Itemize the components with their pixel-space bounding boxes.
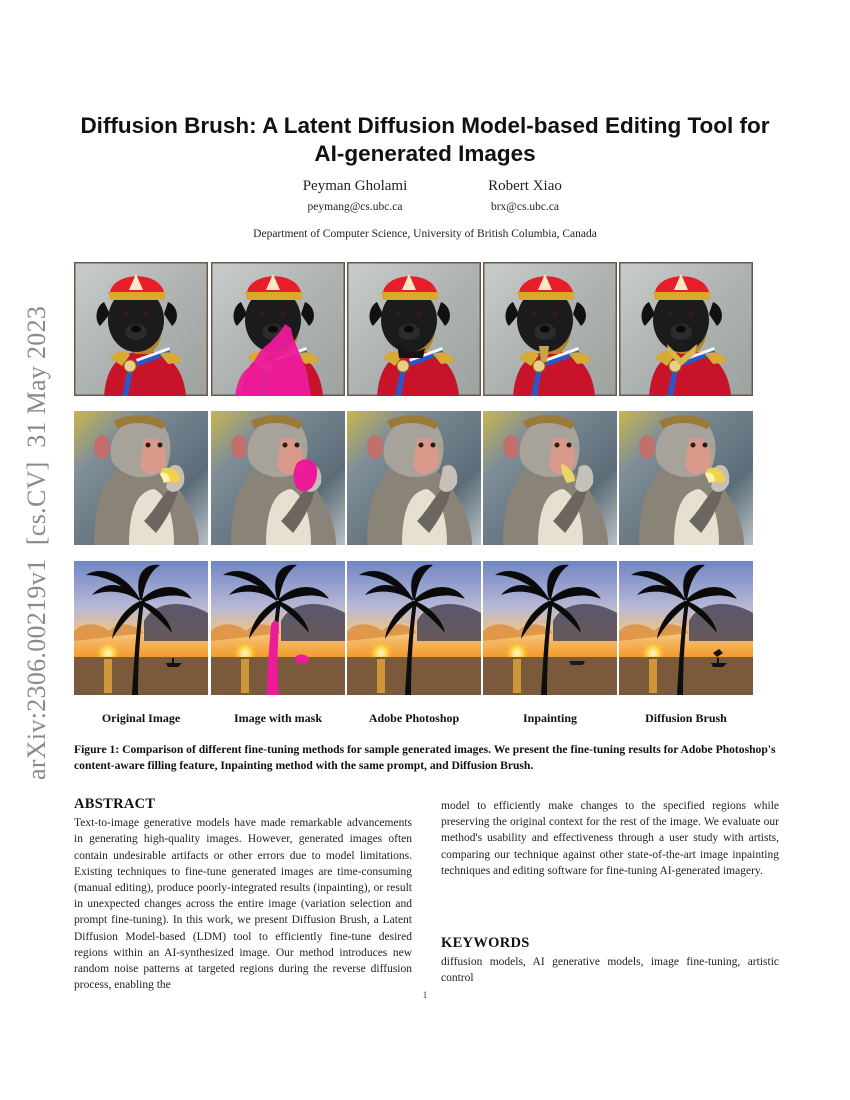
keywords-heading: KEYWORDS xyxy=(441,935,530,951)
abstract-continuation xyxy=(441,798,779,879)
abstract-text-continued: model to efficiently make changes to the specified regions while preserving the original context for the rest of the image. We evaluate our method's usability and effectiveness through a user study with artists, comparing our technique against other state-of-the-art image inpainting techniques and editing software for fine-tuning AI-generated imagery. xyxy=(441,800,779,877)
monkey-original-image xyxy=(74,411,208,545)
monkey-adobe-photoshop xyxy=(347,411,481,545)
column-label: Diffusion Brush xyxy=(645,711,727,725)
figure-column-labels xyxy=(74,711,752,727)
author-name: Robert Xiao xyxy=(488,178,562,194)
monkey-diffusion-brush xyxy=(619,411,753,545)
arxiv-stamp: arXiv:2306.00219v1 [cs.CV] 31 May 2023 xyxy=(22,305,51,780)
dog-diffusion-brush xyxy=(619,262,753,396)
palm-inpainting xyxy=(483,561,617,695)
keywords-text: diffusion models, AI generative models, image fine-tuning, artistic control xyxy=(441,956,779,985)
author-email: brx@cs.ubc.ca xyxy=(490,201,560,213)
dog-original-image xyxy=(74,262,208,396)
title-line-1: Diffusion Brush: A Latent Diffusion Model-based Editing Tool for xyxy=(80,113,770,138)
author-name: Peyman Gholami xyxy=(302,178,408,194)
figure-row-dog xyxy=(74,262,752,396)
figure-row-monkey xyxy=(74,411,752,545)
column-label: Image with mask xyxy=(233,711,322,725)
monkey-image-with-mask xyxy=(211,411,345,545)
column-label: Adobe Photoshop xyxy=(368,711,460,725)
dog-inpainting xyxy=(483,262,617,396)
palm-original-image xyxy=(74,561,208,695)
dog-image-with-mask xyxy=(211,262,345,396)
palm-image-with-mask xyxy=(211,561,345,695)
keywords-section xyxy=(441,935,779,987)
monkey-inpainting xyxy=(483,411,617,545)
abstract-heading: ABSTRACT xyxy=(74,796,156,812)
paper-title xyxy=(60,112,790,168)
abstract-section xyxy=(74,796,412,993)
author-1 xyxy=(275,178,435,213)
author-2 xyxy=(460,178,590,213)
palm-diffusion-brush xyxy=(619,561,753,695)
affiliation: Department of Computer Science, University of British Columbia, Canada xyxy=(253,228,597,240)
column-label: Original Image xyxy=(101,711,181,725)
palm-adobe-photoshop xyxy=(347,561,481,695)
dog-adobe-photoshop xyxy=(347,262,481,396)
abstract-text: Text-to-image generative models have made remarkable advancements in generating high-quality images. However, generated images often contain undesirable artifacts or other errors due to model limitations. Existing techniques to fine-tune generated images are time-consuming (manual editing), produce poorly-integrated results (inpainting), or result in unexpected changes across the entire image (variation selection and prompt fine-tuning). In this work, we present Diffusion Brush, a Latent Diffusion Model-based (LDM) tool to efficiently fine-tune desired regions within an AI-synthesized image. Our method introduces new random noise patterns at targeted regions during the reverse diffusion process, enabling the xyxy=(74,817,412,992)
column-label: Inpainting xyxy=(522,711,578,725)
figure-row-palm xyxy=(74,561,752,695)
figure-caption: Figure 1: Comparison of different fine-tuning methods for sample generated images. We present the fine-tuning results for Adobe Photoshop's content-aware filling feature, Inpainting method with the same prompt, and Diffusion Brush. xyxy=(74,743,776,772)
title-line-2: AI-generated Images xyxy=(314,141,536,166)
author-email: peymang@cs.ubc.ca xyxy=(307,201,403,213)
page-number: 1 xyxy=(422,990,428,1000)
